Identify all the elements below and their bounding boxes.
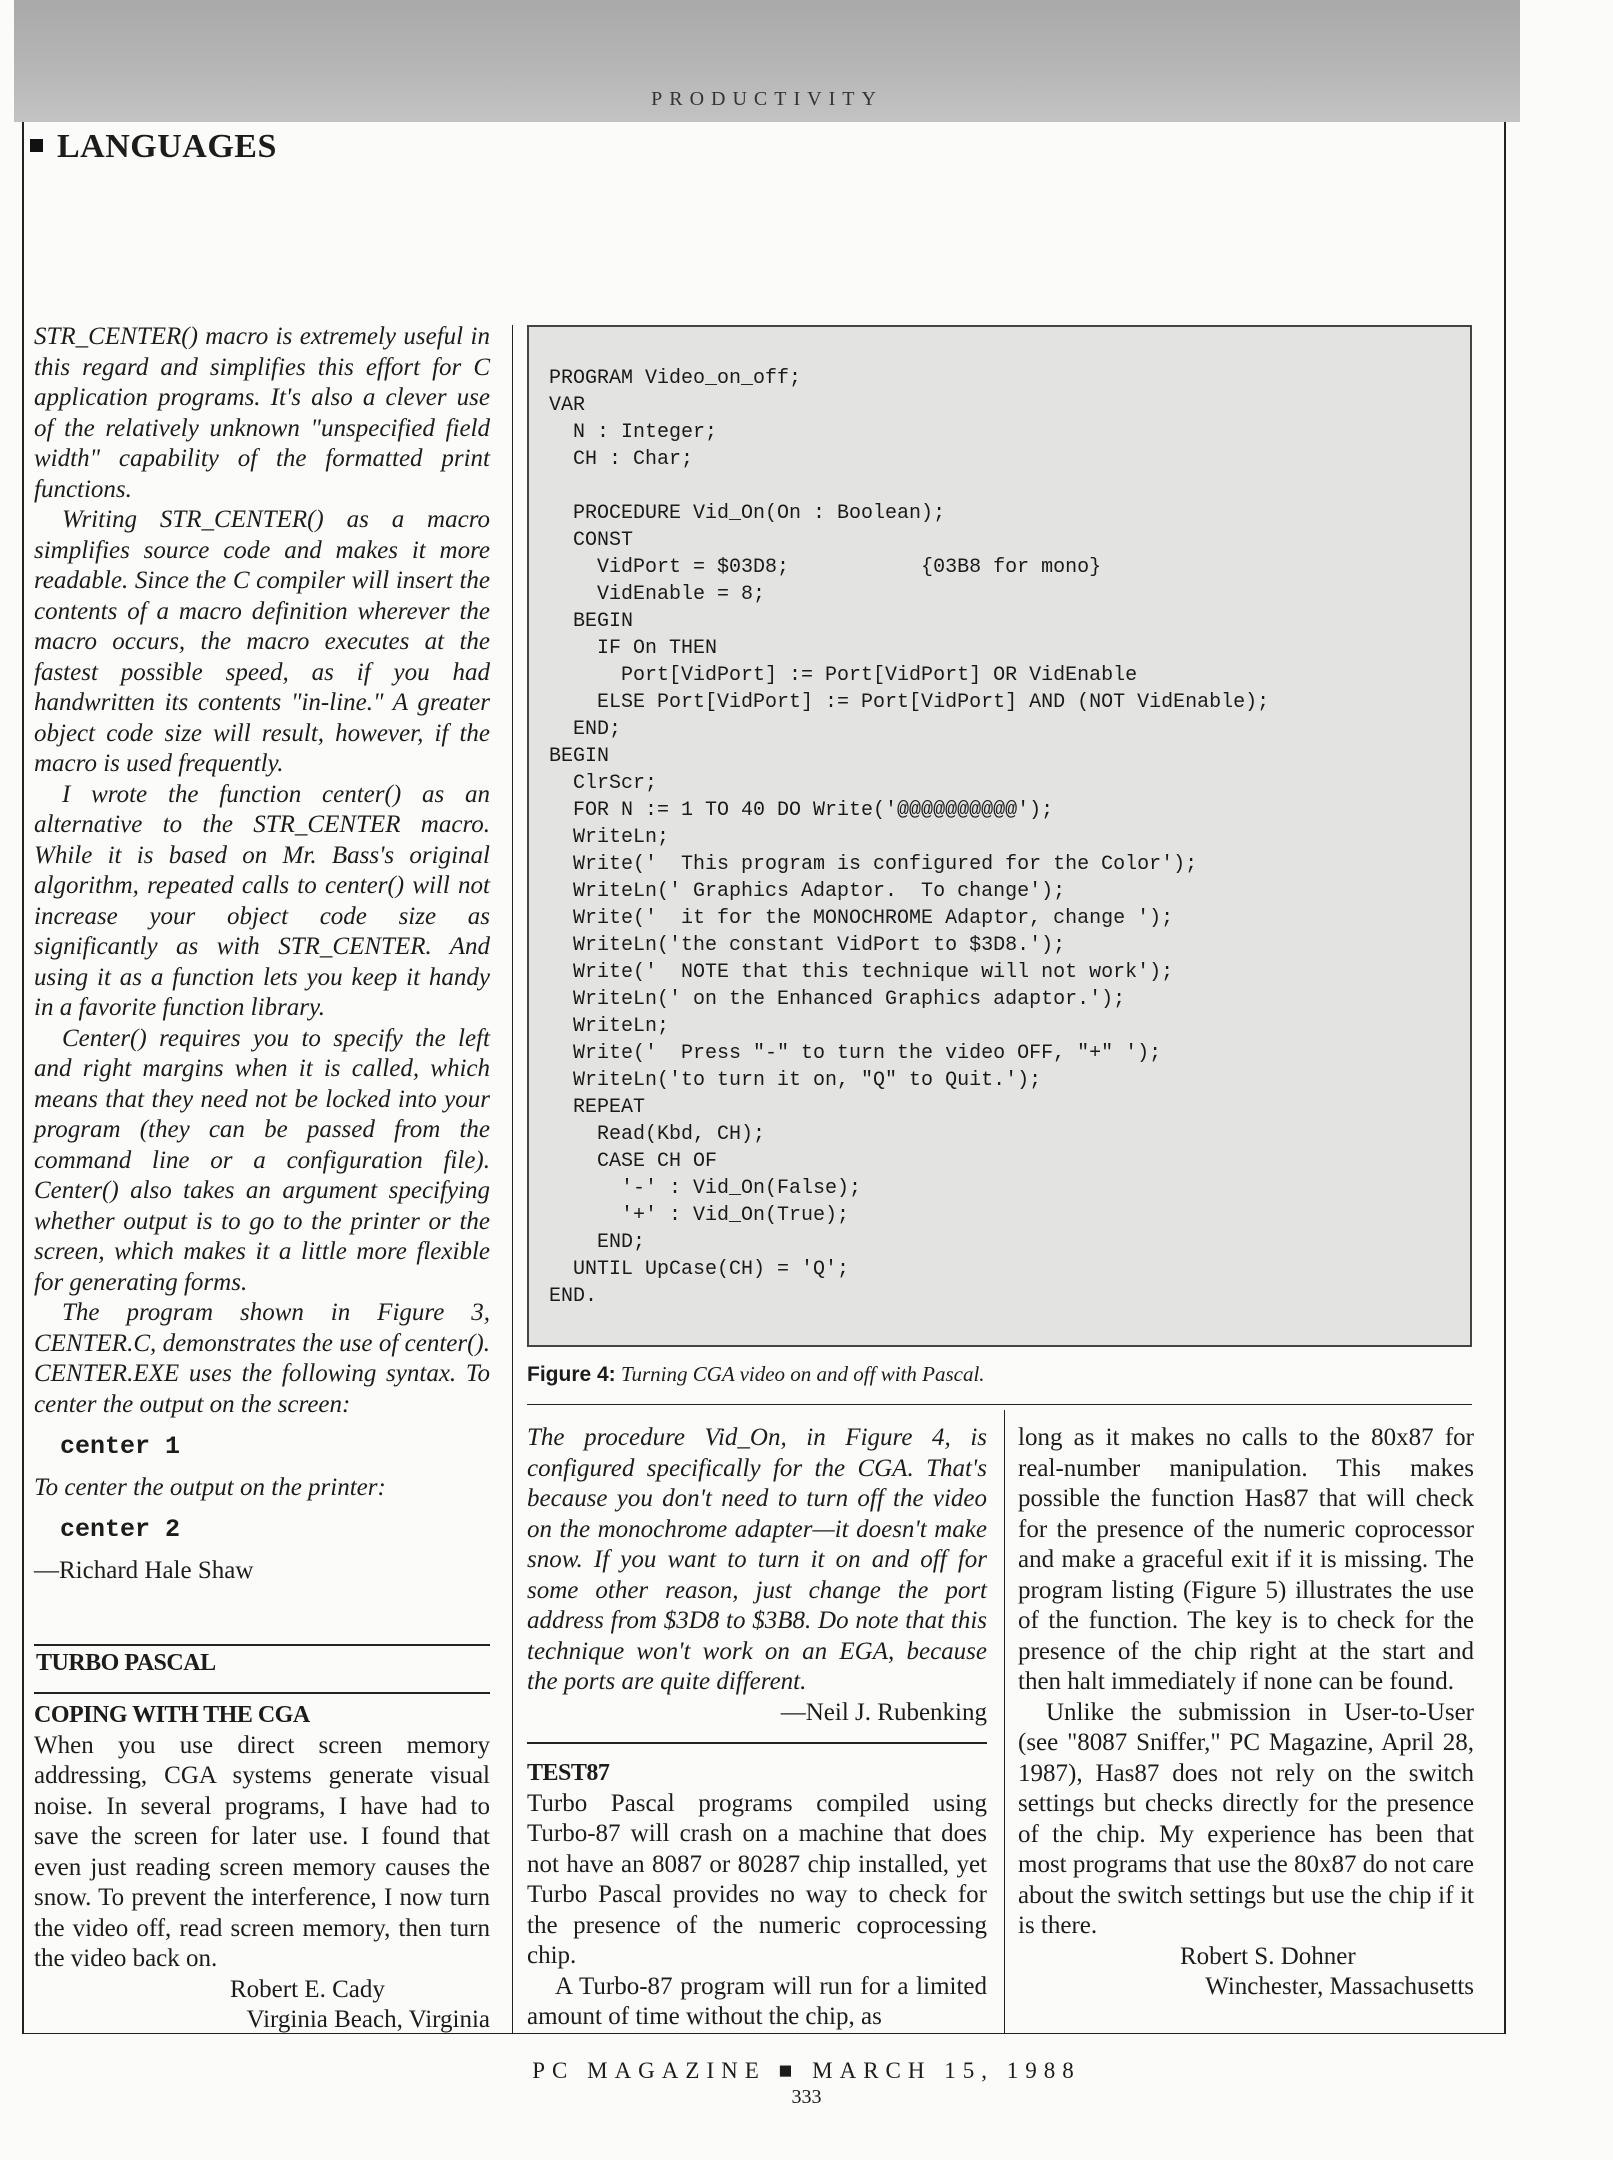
command-center-1: center 1: [60, 1432, 181, 1461]
right-location: Winchester, Massachusetts: [1205, 1973, 1474, 2000]
footer-publication: PC MAGAZINE ■ MARCH 15, 1988: [532, 2058, 1081, 2083]
left-para-3: I wrote the function center() as an alternative to the STR_CENTER macro. While it is based on Mr. Bass's original algorithm, repeated calls to center() will not increase your object code size as significantly as with STR_CENTER. And using it as a function lets you keep it handy in a favorite function library.: [34, 780, 490, 1021]
left-para-2: Writing STR_CENTER() as a macro simplifies source code and makes it more readable. Since the C compiler will insert the contents of a macro definition wherever the macro occurs, the macro executes at the fastest possible speed, as if you had handwritten its contents "in-line." A greater object code size will result, however, if the macro is used frequently.: [34, 506, 490, 777]
rule-turbo-top: [34, 1644, 490, 1646]
left-para-6: To center the output on the printer:: [34, 1473, 386, 1501]
column-rule-1: [512, 325, 513, 2033]
rule-test87: [527, 1742, 987, 1744]
caption-text: Turning CGA video on and off with Pascal.: [620, 1362, 985, 1386]
cga-author: Robert E. Cady: [230, 1975, 385, 2003]
section-head-test87: TEST87: [527, 1760, 610, 1786]
left-signature: —Richard Hale Shaw: [34, 1556, 254, 1584]
left-column-lower: [34, 1700, 490, 2036]
footer-rule: [22, 2033, 1506, 2034]
caption-rule: [527, 1404, 1472, 1405]
cga-location: Virginia Beach, Virginia: [246, 2006, 490, 2033]
left-para-5: The program shown in Figure 3, CENTER.C, demonstrates the use of center(). CENTER.EXE uses the following syntax. To center the output on the screen:: [34, 1299, 490, 1418]
right-para-2: Unlike the submission in User-to-User (see "8087 Sniffer," PC Magazine, April 28, 1987), Has87 does not rely on the switch settings but checks directly for the presence of the chip. My experience has been that most programs that use the 80x87 do not care about the switch settings but use the chip if it is there.: [1018, 1698, 1474, 1939]
pascal-code-listing: PROGRAM Video_on_off; VAR N : Integer; CH : Char; PROCEDURE Vid_On(On : Boolean); CONST VidPort = $03D8; {03B8 for mono} VidEnable = 8; BEGIN IF On THEN Port[VidPort] := Port[VidPort] OR VidEnable ELSE Port[VidPort] := Port[VidPort] AND (NOT VidEnable); END; BEGIN ClrScr; FOR N := 1 TO 40 DO Write('@@@@@@@@@@'); WriteLn; Write(' This program is configured for the Color'); WriteLn(' Graphics Adaptor. To change'); Write(' it for the MONOCHROME Adaptor, change '); WriteLn('the constant VidPort to $3D8.'); Write(' NOTE that this technique will not work'); WriteLn(' on the Enhanced Graphics adaptor.'); WriteLn; Write(' Press "-" to turn the video OFF, "+" '); WriteLn('to turn it on, "Q" to Quit.'); REPEAT Read(Kbd, CH); CASE CH OF '-' : Vid_On(False); '+' : Vid_On(True); END; UNTIL UpCase(CH) = 'Q'; END.: [549, 367, 1270, 1308]
left-para-4: Center() requires you to specify the left and right margins when it is called, which means that they need not be locked into your program (they can be passed from the command line or a configuration file). Center() also takes an argument specifying whether output is to go to the printer or the screen, which makes it a little more flexible for generating forms.: [34, 1024, 490, 1296]
column-rule-2: [1004, 1410, 1005, 2033]
rule-turbo-bottom: [34, 1692, 490, 1694]
middle-column: [527, 1423, 987, 1728]
left-margin-rule: [22, 122, 24, 2034]
vid-on-note: The procedure Vid_On, in Figure 4, is configured specifically for the CGA. That's because you don't need to turn off the video on the monochrome adapter—it doesn't make snow. If you want to turn it on and off for some other reason, just change the port address from $3D8 to $3B8. Do note that this technique won't work on an EGA, because the ports are quite different.: [527, 1424, 987, 1695]
section-head-turbo-pascal: TURBO PASCAL: [36, 1650, 216, 1676]
left-column: [34, 322, 490, 1586]
right-column: [1018, 1423, 1474, 2003]
section-label: [30, 128, 277, 166]
right-author: Robert S. Dohner: [1180, 1942, 1356, 1970]
command-center-2: center 2: [60, 1515, 181, 1544]
middle-column-lower: [527, 1758, 987, 2033]
cga-body: When you use direct screen memory addressing, CGA systems generate visual noise. In several programs, I have had to save the screen for later use. I found that even just reading screen memory causes the snow. To prevent the interference, I now turn the video off, read screen memory, then turn the video back on.: [34, 1731, 490, 1972]
test87-para-2: A Turbo-87 program will run for a limited amount of time without the chip, as: [527, 1972, 987, 2030]
right-margin-rule: [1504, 122, 1506, 2034]
running-head: PRODUCTIVITY: [651, 88, 883, 110]
left-para-1: STR_CENTER() macro is extremely useful in this regard and simplifies this effort for C application programs. It's also a clever use of the relatively unknown "unspecified field width" capability of the formatted print functions.: [34, 323, 490, 503]
test87-para-1: Turbo Pascal programs compiled using Turbo-87 will crash on a machine that does not have an 8087 or 80287 chip installed, yet Turbo Pascal provides no way to check for the presence of the numeric coprocessing chip.: [527, 1789, 987, 1969]
section-title: LANGUAGES: [57, 128, 277, 165]
caption-label: Figure 4:: [527, 1363, 616, 1386]
bullet-square-icon: [30, 139, 43, 152]
right-para-1: long as it makes no calls to the 80x87 for real-number manipulation. This makes possible the function Has87 that will check for the presence of the numeric coprocessor and make a graceful exit if it is missing. The program listing (Figure 5) illustrates the use of the function. The key is to check for the presence of the chip right at the start and then halt immediately if none can be found.: [1018, 1424, 1474, 1695]
page-number: 333: [791, 2086, 822, 2108]
figure-caption: [527, 1362, 985, 1387]
vid-on-note-signature: —Neil J. Rubenking: [780, 1698, 987, 1726]
subhead-coping-cga: COPING WITH THE CGA: [34, 1702, 310, 1728]
figure-code-box: [527, 325, 1472, 1347]
